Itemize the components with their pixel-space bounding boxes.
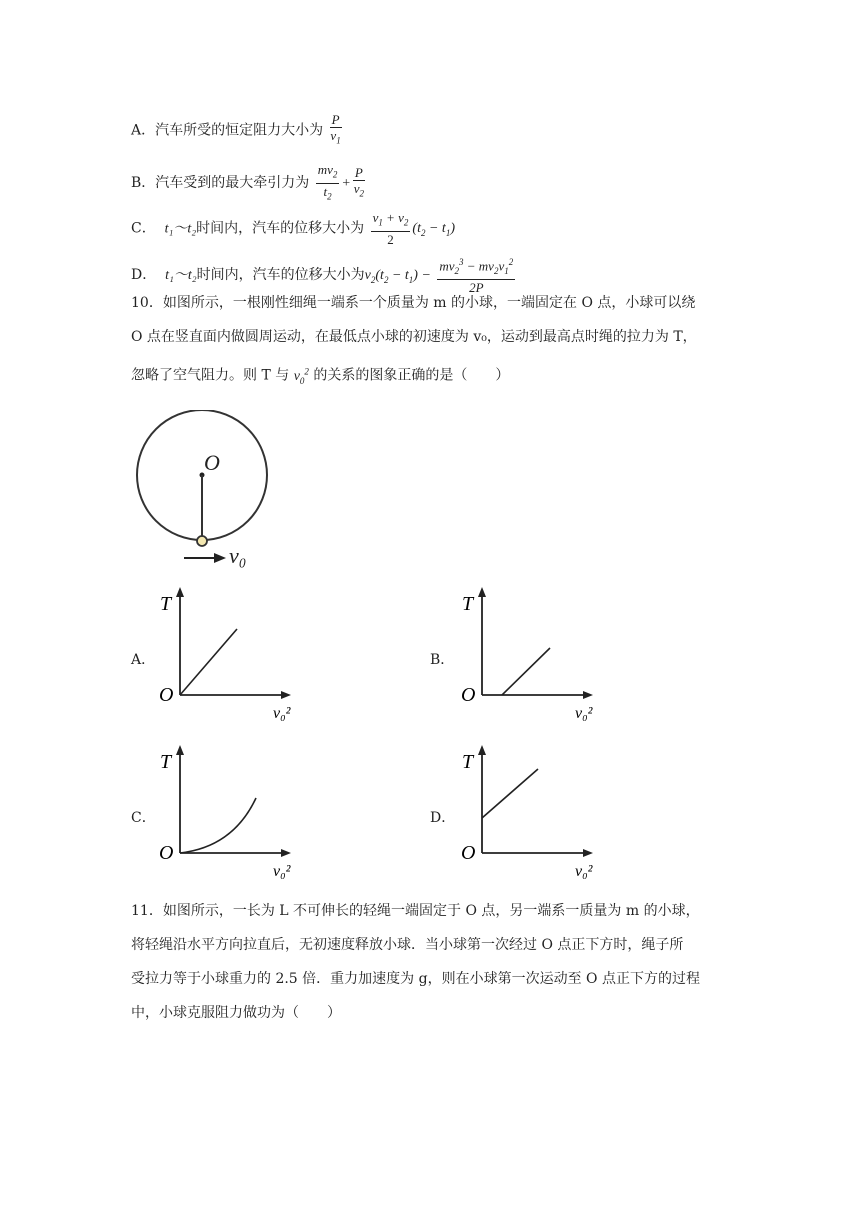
axis-label-t: T bbox=[462, 751, 474, 773]
option-b-text: 汽车受到的最大牵引力为 bbox=[155, 175, 310, 192]
origin-label: O bbox=[159, 842, 174, 864]
q11-line-4: 中，小球克服阻力做功为（ ） bbox=[131, 1005, 341, 1021]
option-d-time-range: t₁～t₂ bbox=[165, 267, 197, 283]
q10-line-2: O 点在竖直面内做圆周运动，在最低点小球的初速度为 v₀，运动到最高点时绳的拉力为 T， bbox=[131, 329, 697, 345]
option-c-time-range: t₁～t₂ bbox=[164, 221, 197, 237]
axis-label-t: T bbox=[462, 593, 474, 615]
q11-line-3: 受拉力等于小球重力的 2.5 倍．重力加速度为 g，则在小球第一次运动至 O 点正下方的过程 bbox=[131, 971, 700, 987]
graph-b-line bbox=[502, 648, 550, 695]
axis-label-v0-squared: v₀² bbox=[575, 705, 593, 722]
q10-line-3: 忽略了空气阻力。则 T 与 $v_0^2$ 的关系的图象正确的是（ ） bbox=[131, 366, 510, 386]
ball-icon bbox=[197, 536, 207, 546]
q9-option-c: C． t₁～t₂时间内，汽车的位移大小为 $\frac{v_1 + v_2}{2}$ $(t_2 - t_1)$ bbox=[131, 210, 455, 247]
fraction-p-over-v2: $\frac{P}{v_2}$ bbox=[353, 164, 364, 199]
fraction-v1-plus-v2-over-2: $\frac{v_1 + v_2}{2}$ bbox=[372, 210, 409, 247]
graph-a-line bbox=[180, 629, 237, 695]
q9-option-d: D． t₁～t₂时间内，汽车的位移大小为$v_2(t_2 - t_1)$ − $\frac{mv_2^3 - mv_2v_1^2}{2P}$ bbox=[131, 257, 514, 295]
fraction-mv2-over-t2: $\frac{mv_2}{t_2}$ bbox=[317, 162, 338, 202]
question-11-text bbox=[131, 894, 731, 1030]
x-arrow-icon bbox=[583, 849, 593, 857]
question-10-text bbox=[131, 286, 731, 397]
y-arrow-icon bbox=[176, 745, 184, 755]
circular-motion-figure bbox=[130, 410, 290, 570]
fraction-p-over-v1: $\frac{P}{v_1}$ bbox=[330, 112, 341, 146]
fraction-work-expression: $\frac{mv_2^3 - mv_2v_1^2}{2P}$ bbox=[439, 257, 514, 295]
axis-label-v0-squared: v₀² bbox=[575, 863, 593, 880]
axis-label-v0-squared: v₀² bbox=[273, 863, 291, 880]
option-d-text: 时间内，汽车的位移大小为 bbox=[196, 266, 365, 283]
graph-d bbox=[457, 743, 607, 883]
axis-label-t: T bbox=[160, 751, 172, 773]
axis-label-t: T bbox=[160, 593, 172, 615]
velocity-arrowhead-icon bbox=[214, 553, 226, 563]
graph-b-label: B． bbox=[430, 652, 455, 668]
axis-label-v0-squared: v₀² bbox=[273, 705, 291, 722]
x-arrow-icon bbox=[281, 691, 291, 699]
option-d-label: D． bbox=[131, 266, 157, 283]
pivot-label-o: O bbox=[204, 450, 220, 475]
graph-c-label: C． bbox=[131, 810, 156, 826]
velocity-label: v₀ bbox=[229, 543, 247, 568]
y-arrow-icon bbox=[478, 745, 486, 755]
origin-label: O bbox=[461, 842, 476, 864]
y-arrow-icon bbox=[478, 587, 486, 597]
graph-c-curve bbox=[180, 798, 256, 853]
graph-d-line bbox=[482, 769, 538, 818]
graph-b bbox=[457, 585, 607, 725]
origin-label: O bbox=[461, 684, 476, 706]
y-arrow-icon bbox=[176, 587, 184, 597]
q11-line-2: 将轻绳沿水平方向拉直后，无初速度释放小球．当小球第一次经过 O 点正下方时，绳子所 bbox=[131, 937, 684, 953]
graph-a bbox=[155, 585, 305, 725]
x-arrow-icon bbox=[281, 849, 291, 857]
q10-line-1: 10．如图所示，一根刚性细绳一端系一个质量为 m 的小球，一端固定在 O 点，小球可以绕 bbox=[131, 295, 696, 311]
q9-option-b: B．汽车受到的最大牵引力为 $\frac{mv_2}{t_2}$ + $\frac{P}{v_2}$ bbox=[131, 162, 367, 204]
option-b-label: B． bbox=[131, 175, 156, 192]
x-arrow-icon bbox=[583, 691, 593, 699]
option-c-label: C． bbox=[131, 220, 156, 237]
origin-label: O bbox=[159, 684, 174, 706]
graph-a-label: A． bbox=[131, 652, 156, 668]
q9-option-a bbox=[131, 112, 344, 149]
option-c-text: 时间内，汽车的位移大小为 bbox=[196, 220, 365, 237]
q11-line-1: 11．如图所示，一长为 L 不可伸长的轻绳一端固定于 O 点，另一端系一质量为 m 的小球， bbox=[131, 903, 700, 919]
graph-d-label: D． bbox=[430, 810, 456, 826]
option-a-text: 汽车所受的恒定阻力大小为 bbox=[155, 122, 324, 139]
graph-c bbox=[155, 743, 305, 883]
option-a-label: A． bbox=[131, 122, 156, 139]
